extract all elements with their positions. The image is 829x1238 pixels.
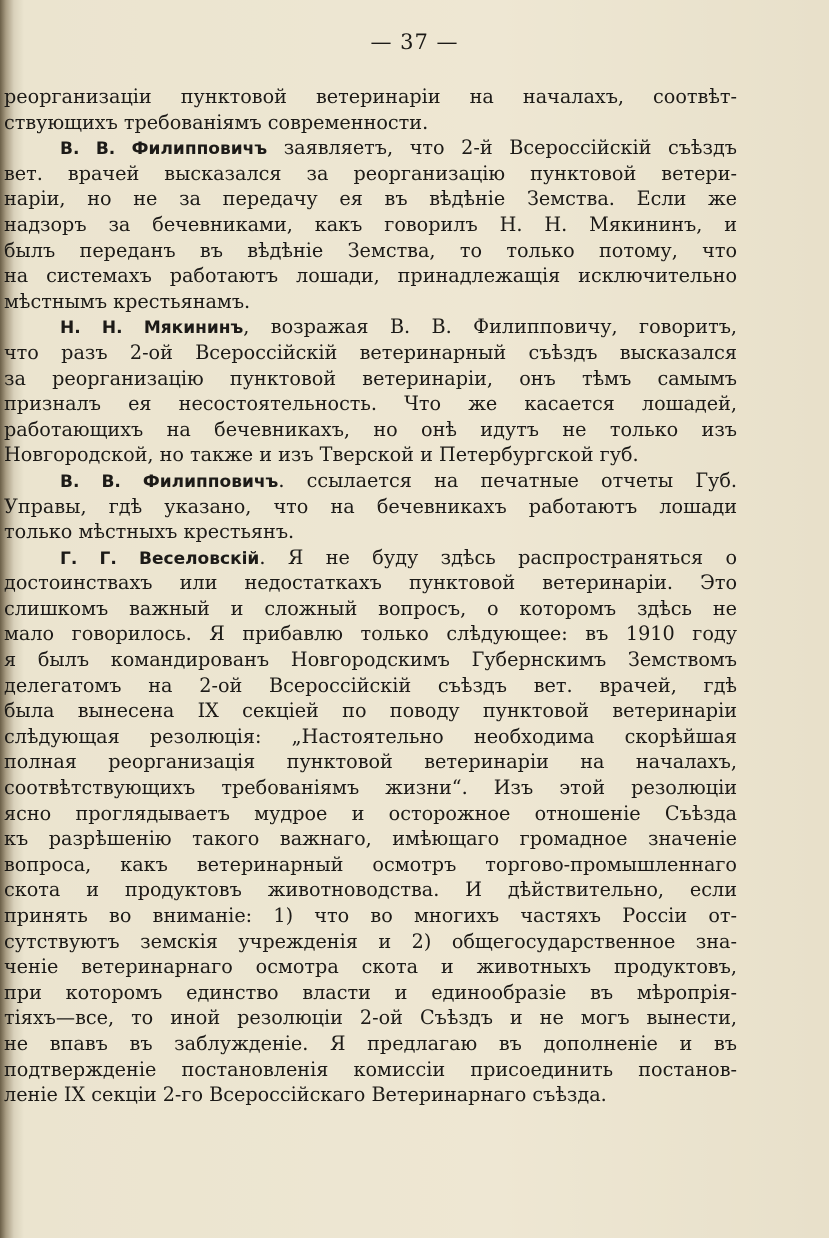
text-line — [4, 673, 737, 699]
line-text: мало говорилось. Я прибавлю только слѣдующее: въ 1910 году — [4, 622, 737, 646]
text-line — [4, 852, 737, 878]
text-line — [4, 417, 737, 443]
text-line — [4, 161, 737, 187]
line-text: вопроса, какъ ветеринарный осмотръ торгово-промышленнаго — [4, 852, 737, 876]
line-text: на системахъ работаютъ лошади, принадлежащія исключительно — [4, 264, 737, 288]
line-text: при которомъ единство власти и единообразіе въ мѣропрія- — [4, 980, 737, 1004]
text-line — [4, 698, 737, 724]
text-line — [4, 366, 737, 392]
line-text: только мѣстныхъ крестьянъ. — [4, 520, 295, 544]
line-text: я былъ командированъ Новгородскимъ Губернскимъ Земствомъ — [4, 648, 737, 672]
text-line — [4, 340, 737, 366]
text-line — [4, 289, 737, 315]
text-line — [4, 826, 737, 852]
line-text: за реорганизацію пунктовой ветеринаріи, онъ тѣмъ самымъ — [4, 366, 737, 390]
line-text: скота и продуктовъ животноводства. И дѣйствительно, если — [4, 878, 737, 902]
text-line — [4, 954, 737, 980]
line-text: была вынесена IX секціей по поводу пунктовой ветеринаріи — [4, 699, 737, 723]
line-text: Управы, гдѣ указано, что на бечевникахъ работаютъ лошади — [4, 494, 737, 518]
line-text: тіяхъ—все, то иной резолюціи 2-ой Съѣздъ и не могъ вынести, — [4, 1006, 737, 1030]
line-text: ясно проглядываетъ мудрое и осторожное отношеніе Съѣзда — [4, 801, 737, 825]
line-text: принять во вниманіе: 1) что во многихъ частяхъ Россіи от- — [4, 904, 737, 927]
text-line — [4, 570, 737, 596]
text-line — [4, 238, 737, 264]
speaker-name: Г. Г. Веселовскій — [60, 548, 260, 569]
text-line — [4, 877, 737, 903]
line-text: работающихъ на бечевникахъ, но онѣ идутъ не только изъ — [4, 417, 737, 441]
line-text: наріи, но не за передачу ея въ вѣдѣніе Земства. Если же — [4, 187, 737, 211]
line-text: полная реорганизація пунктовой ветеринаріи на началахъ, — [4, 750, 737, 774]
page-number: — 37 — — [370, 30, 459, 54]
line-text: , возражая В. В. Филипповичу, говоритъ, — [243, 315, 737, 339]
text-line — [4, 186, 737, 212]
line-text: реорганизаціи пунктовой ветеринаріи на началахъ, соотвѣт- — [4, 85, 737, 108]
text-line — [4, 519, 737, 545]
text-line — [4, 545, 737, 571]
speaker-name: В. В. Филипповичъ — [60, 471, 279, 492]
line-text: слишкомъ важный и сложный вопросъ, о которомъ здѣсь не — [4, 596, 737, 620]
line-text: . ссылается на печатные отчеты Губ. — [278, 468, 737, 492]
text-line — [4, 212, 737, 238]
line-text: ствующихъ требованіямъ современности. — [4, 110, 429, 134]
line-text: былъ переданъ въ вѣдѣніе Земства, то только потому, что — [4, 238, 737, 262]
text-line — [4, 468, 737, 494]
text-line — [4, 749, 737, 775]
line-text: что разъ 2-ой Всероссійскій ветеринарный съѣздъ высказался — [4, 340, 737, 364]
line-text: слѣдующая резолюція: „Настоятельно необходима скорѣйшая — [4, 724, 737, 748]
speaker-name: Н. Н. Мякининъ — [60, 318, 244, 339]
line-text: къ разрѣшенію такого важнаго, имѣющаго громадное значеніе — [4, 827, 737, 851]
text-block — [4, 84, 737, 1108]
speaker-name: В. В. Филипповичъ — [60, 139, 268, 160]
text-line — [4, 621, 737, 647]
line-text: призналъ ея несостоятельность. Что же касается лошадей, — [4, 392, 737, 416]
line-text: подтвержденіе постановленія комиссіи присоединить постанов- — [4, 1057, 737, 1081]
line-text: не впавъ въ заблужденіе. Я предлагаю въ дополненіе и въ — [4, 1031, 737, 1055]
line-text: . Я не буду здѣсь распространяться о — [259, 545, 737, 569]
text-line — [4, 1057, 737, 1083]
text-line — [4, 314, 737, 340]
text-line — [4, 1005, 737, 1031]
line-text: достоинствахъ или недостаткахъ пунктовой ветеринаріи. Это — [4, 571, 737, 595]
line-text: ченіе ветеринарнаго осмотра скота и животныхъ продуктовъ, — [4, 955, 737, 979]
text-line — [4, 135, 737, 161]
line-text: делегатомъ на 2-ой Всероссійскій съѣздъ вет. врачей, гдѣ — [4, 673, 737, 697]
text-line — [4, 929, 737, 955]
line-text: сутствуютъ земскія учрежденія и 2) общегосударственное зна- — [4, 929, 737, 953]
line-text: вет. врачей высказался за реорганизацію пунктовой ветери- — [4, 161, 737, 185]
text-line — [4, 1031, 737, 1057]
line-text: мѣстнымъ крестьянамъ. — [4, 289, 251, 313]
line-text: Новгородской, но также и изъ Тверской и Петербургской губ. — [4, 443, 639, 467]
text-line — [4, 903, 737, 929]
text-line — [4, 263, 737, 289]
text-line — [4, 110, 737, 136]
text-line — [4, 84, 737, 110]
line-text: надзоръ за бечевниками, какъ говорилъ Н. Н. Мякининъ, и — [4, 212, 737, 236]
line-text: леніе IX секціи 2-го Всероссійскаго Ветеринарнаго съѣзда. — [4, 1083, 607, 1107]
text-line — [4, 801, 737, 827]
text-line — [4, 647, 737, 673]
text-line — [4, 494, 737, 520]
text-line — [4, 442, 737, 468]
text-line — [4, 1082, 737, 1108]
text-line — [4, 980, 737, 1006]
text-line — [4, 596, 737, 622]
text-line — [4, 775, 737, 801]
text-line — [4, 391, 737, 417]
text-line — [4, 724, 737, 750]
line-text: заявляетъ, что 2-й Всероссійскій съѣздъ — [267, 136, 737, 160]
line-text: соотвѣтствующихъ требованіямъ жизни“. Изъ этой резолюціи — [4, 776, 737, 800]
